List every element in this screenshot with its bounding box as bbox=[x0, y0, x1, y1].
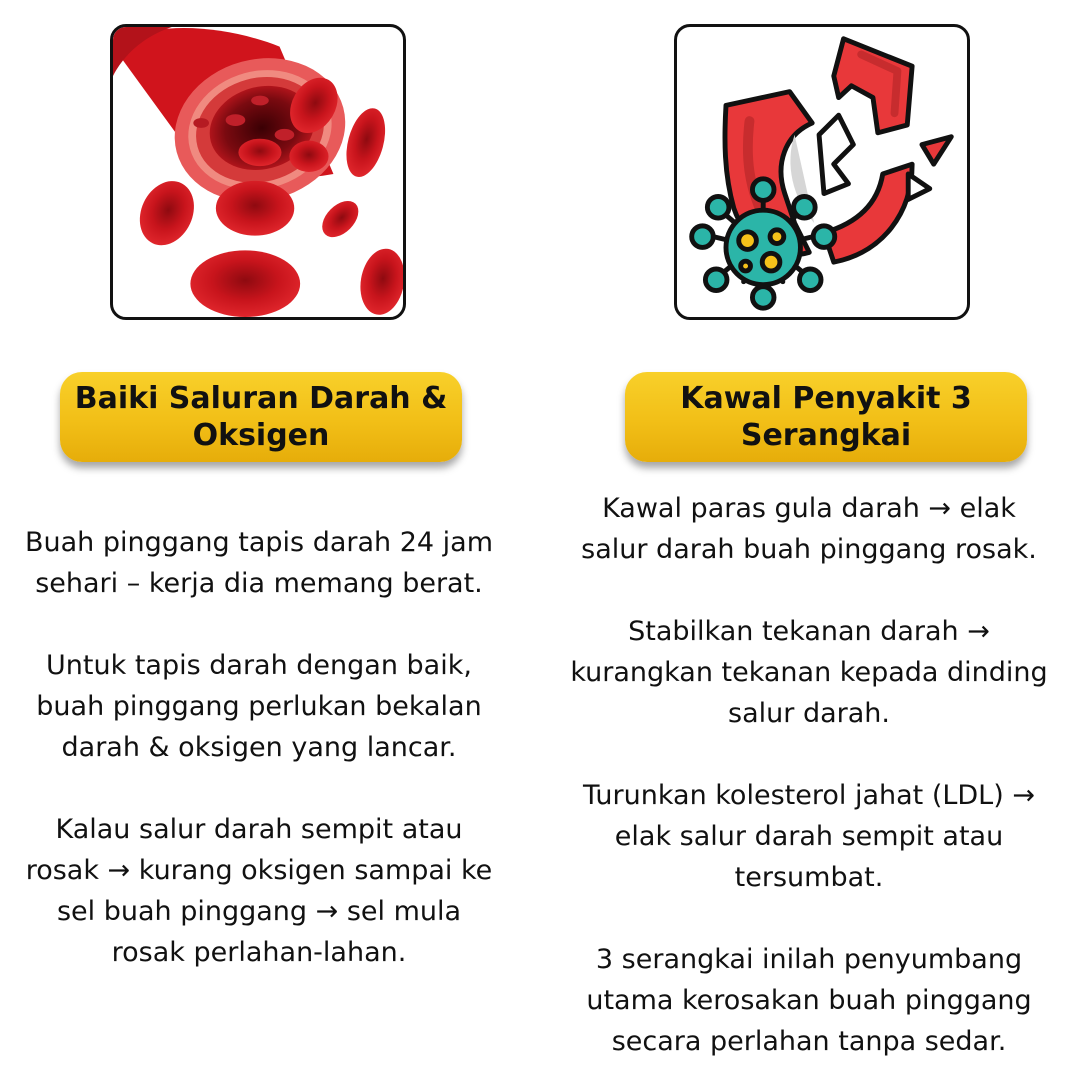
right-description bbox=[568, 488, 1050, 1062]
blood-vessel-image-card bbox=[110, 24, 406, 320]
left-description bbox=[20, 522, 498, 973]
right-paragraph-4: 3 serangkai inilah penyumbang utama kerosakan buah pinggang secara perlahan tanpa sedar. bbox=[586, 944, 1032, 1057]
damaged-vessel-image-card bbox=[674, 24, 970, 320]
left-paragraph-2: Untuk tapis darah dengan baik, buah pinggang perlukan bekalan darah & oksigen yang lancar. bbox=[36, 650, 482, 763]
left-title-badge: Baiki Saluran Darah & Oksigen bbox=[60, 372, 462, 462]
right-paragraph-2: Stabilkan tekanan darah → kurangkan tekanan kepada dinding salur darah. bbox=[570, 616, 1048, 729]
left-paragraph-1: Buah pinggang tapis darah 24 jam sehari – kerja dia memang berat. bbox=[24, 527, 494, 599]
right-paragraph-3: Turunkan kolesterol jahat (LDL) → elak salur darah sempit atau tersumbat. bbox=[583, 780, 1035, 893]
left-paragraph-3: Kalau salur darah sempit atau rosak → kurang oksigen sampai ke sel buah pinggang → sel mula rosak perlahan-lahan. bbox=[25, 814, 493, 968]
blood-vessel-cells-image bbox=[113, 27, 403, 317]
right-paragraph-1: Kawal paras gula darah → elak salur darah buah pinggang rosak. bbox=[581, 493, 1037, 565]
right-title-badge: Kawal Penyakit 3 Serangkai bbox=[625, 372, 1027, 462]
damaged-vessel-virus-icon bbox=[677, 27, 967, 317]
